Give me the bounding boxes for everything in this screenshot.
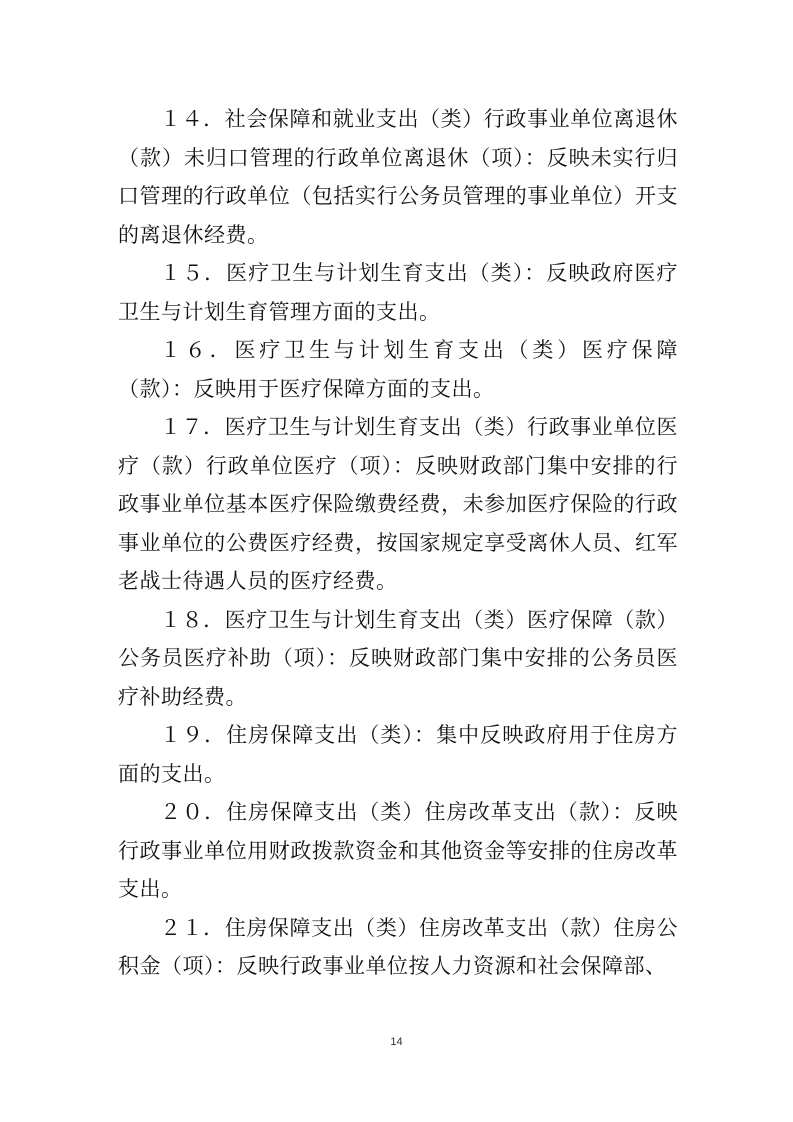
page-number: 14 <box>390 1036 403 1048</box>
paragraph-14: １４．社会保障和就业支出（类）行政事业单位离退休（款）未归口管理的行政单位离退休（项）：反映未实行归口管理的行政单位（包括实行公务员管理的事业单位）开支的离退休经费。 <box>118 107 678 247</box>
document-body <box>118 100 678 986</box>
paragraph-17: １７．医疗卫生与计划生育支出（类）行政事业单位医疗（款）行政单位医疗（项）：反映财政部门集中安排的行政事业单位基本医疗保险缴费经费，未参加医疗保险的行政事业单位的公费医疗经费，按国家规定享受离休人员、红军老战士待遇人员的医疗经费。 <box>118 415 678 593</box>
paragraph-21: ２１．住房保障支出（类）住房改革支出（款）住房公积金（项）：反映行政事业单位按人力资源和社会保障部、 <box>118 915 678 978</box>
paragraph-19: １９．住房保障支出（类）：集中反映政府用于住房方面的支出。 <box>118 723 678 786</box>
paragraph-15: １５．医疗卫生与计划生育支出（类）：反映政府医疗卫生与计划生育管理方面的支出。 <box>118 261 678 324</box>
paragraph-20: ２０．住房保障支出（类）住房改革支出（款）：反映行政事业单位用财政拨款资金和其他资金等安排的住房改革支出。 <box>118 800 678 901</box>
paragraph-16: １６．医疗卫生与计划生育支出（类）医疗保障（款）：反映用于医疗保障方面的支出。 <box>118 338 678 401</box>
paragraph-18: １８．医疗卫生与计划生育支出（类）医疗保障（款）公务员医疗补助（项）：反映财政部门集中安排的公务员医疗补助经费。 <box>118 607 678 709</box>
